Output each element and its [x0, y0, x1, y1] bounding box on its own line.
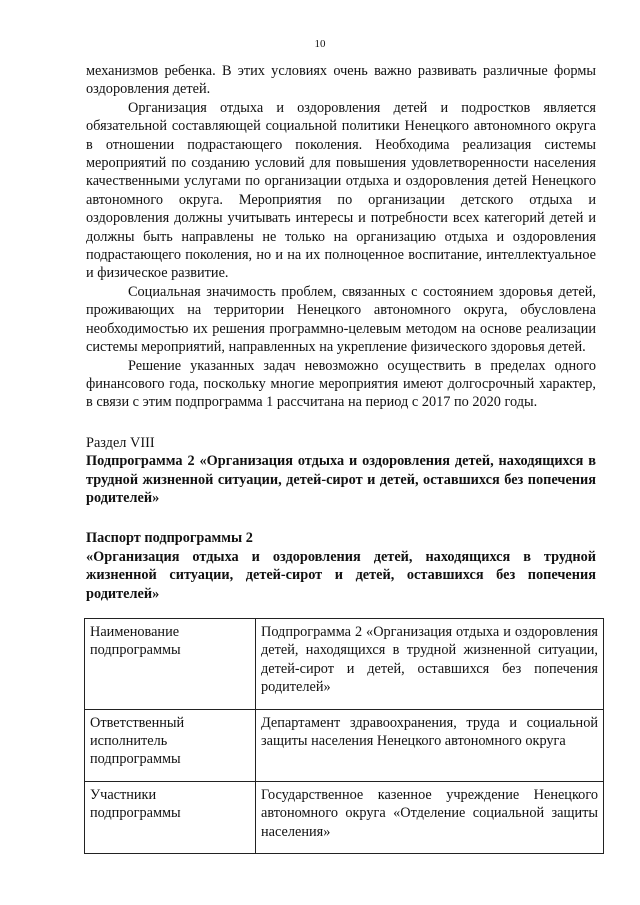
table-row [85, 709, 604, 781]
section-label: Раздел VIII [86, 434, 155, 451]
paragraph-1: механизмов ребенка. В этих условиях очень важно развивать различные формы оздоровления детей. [86, 63, 596, 98]
table-row [85, 619, 604, 710]
paragraph-2: Организация отдыха и оздоровления детей и подростков является обязательной составляющей социальной политики Ненецкого автономного округа в отношении подрастающего поколения. Необходима реализация системы мероприятий по созданию условий для повышения удовлетворенности населения качественными услугами по организации отдыха и оздоровления детей Ненецкого автономного округа. Мероприятия по организации детского отдыха и оздоровления должны учитывать интересы и потребности всех категорий детей и должны быть направлены не только на организацию отдыха и оздоровления подрастающего поколения, но и на их полноценное воспитание, интеллектуальное и физическое развитие. [86, 99, 596, 282]
row-label: Наименование подпрограммы [85, 619, 256, 710]
passport-table-wrapper [84, 618, 604, 854]
section-title: Подпрограмма 2 «Организация отдыха и оздоровления детей, находящихся в трудной жизненной ситуации, детей-сирот и детей, оставшихся без попечения родителей» [86, 453, 596, 506]
paragraph-4: Решение указанных задач невозможно осуществить в пределах одного финансового года, поскольку многие мероприятия имеют долгосрочный характер, в связи с этим подпрограмма 1 рассчитана на период с 2017 по 2020 годы. [86, 357, 596, 411]
row-label: Ответственный исполнитель подпрограммы [85, 709, 256, 781]
document-body [86, 62, 596, 603]
page-number: 10 [314, 38, 326, 50]
table-row [85, 781, 604, 853]
row-value: Департамент здравоохранения, труда и социальной защиты населения Ненецкого автономного округа [256, 709, 604, 781]
row-value: Подпрограмма 2 «Организация отдыха и оздоровления детей, находящихся в трудной жизненной ситуации, детей-сирот и детей, оставшихся без попечения родителей» [256, 619, 604, 710]
paragraph-3: Социальная значимость проблем, связанных с состоянием здоровья детей, проживающих на территории Ненецкого автономного округа, обусловлена необходимостью их решения программно-целевым методом на основе реализации системы мероприятий, направленных на укрепление физического здоровья детей. [86, 283, 596, 356]
row-value: Государственное казенное учреждение Ненецкого автономного округа «Отделение социальной защиты населения» [256, 781, 604, 853]
row-label: Участники подпрограммы [85, 781, 256, 853]
passport-title: Паспорт подпрограммы 2 [86, 530, 253, 547]
passport-table [84, 618, 604, 854]
passport-subtitle: «Организация отдыха и оздоровления детей, находящихся в трудной жизненной ситуации, детей-сирот и детей, оставшихся без попечения родителей» [86, 548, 596, 602]
